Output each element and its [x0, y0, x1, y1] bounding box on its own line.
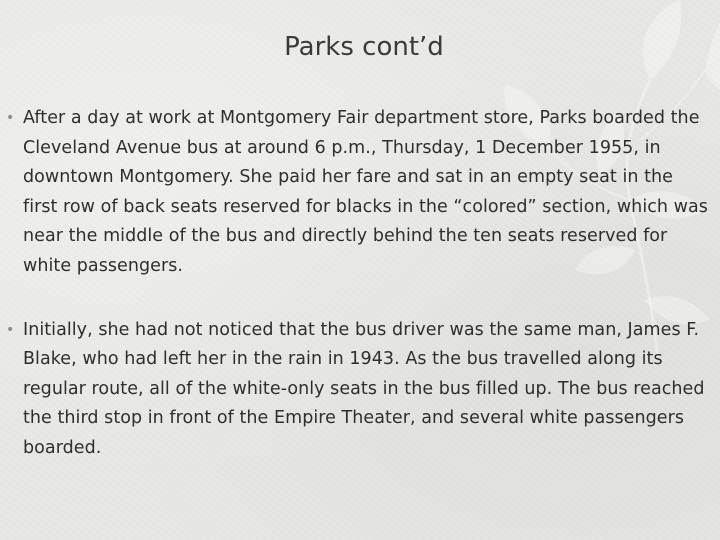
bullet-item [6, 316, 708, 464]
slide-title [0, 27, 720, 67]
bullet-icon: • [6, 321, 15, 338]
bullet-text: After a day at work at Montgomery Fair department store, Parks boarded the Cleveland Avenue bus at around 6 p.m., Thursday, 1 December 1955, in downtown Montgomery. She paid her fare and sat in an empty seat in the first row of back seats reserved for blacks in the “colored” section, which was near the middle of the bus and directly behind the ten seats reserved for white passengers. [23, 108, 708, 276]
bullet-icon: • [6, 110, 15, 126]
bullet-item [6, 104, 708, 282]
bullet-list [6, 104, 708, 464]
slide-title-text: Parks cont’d [284, 32, 444, 62]
bullet-text: Initially, she had not noticed that the bus driver was the same man, James F. Blake, who had left her in the rain in 1943. As the bus travelled along its regular route, all of the white-only seats in the bus filled up. The bus reached the third stop in front of the Empire Theater, and several white passengers boarded. [23, 319, 705, 458]
